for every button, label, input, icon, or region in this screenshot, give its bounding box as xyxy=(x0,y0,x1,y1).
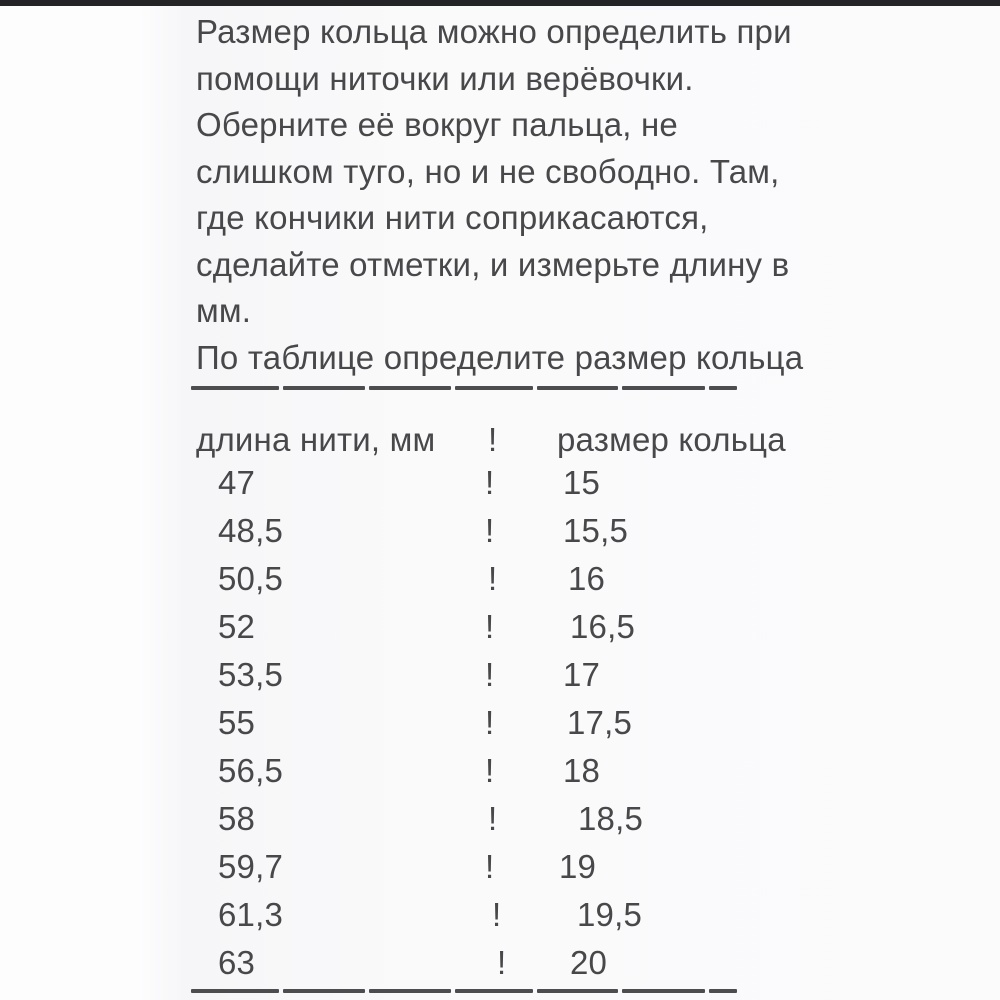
instruction-line: сделайте отметки, и измерьте длину в xyxy=(196,245,790,283)
separator-mark: ! xyxy=(488,421,498,458)
dash-segment xyxy=(369,386,451,390)
dash-segment xyxy=(455,386,533,390)
ring-size-cell: 15,5 xyxy=(563,512,629,549)
table-row xyxy=(0,939,1000,987)
dash-segment xyxy=(455,989,533,993)
separator-mark: ! xyxy=(485,656,495,693)
instruction-line: Оберните её вокруг пальца, не xyxy=(196,106,678,143)
thread-length-cell: 61,3 xyxy=(218,896,284,933)
size-table-body xyxy=(0,459,1000,987)
separator-mark: ! xyxy=(485,704,495,741)
table-row xyxy=(0,603,1000,651)
separator-mark: ! xyxy=(485,752,495,789)
table-row xyxy=(0,507,1000,555)
dash-segment xyxy=(191,386,279,390)
ring-size-cell: 16 xyxy=(568,560,606,597)
dash-segment xyxy=(709,386,737,390)
ring-size-header: размер кольца xyxy=(557,421,786,458)
top-border-bar xyxy=(0,0,1000,6)
table-row xyxy=(0,459,1000,507)
ring-size-cell: 15 xyxy=(563,464,601,501)
thread-length-cell: 58 xyxy=(218,800,256,837)
table-row xyxy=(0,699,1000,747)
thread-length-cell: 50,5 xyxy=(218,560,284,597)
thread-length-header: длина нити, мм xyxy=(196,421,436,458)
dash-segment xyxy=(622,989,705,993)
instruction-line: где кончики нити соприкасаются, xyxy=(196,199,709,236)
thread-length-cell: 59,7 xyxy=(218,848,284,885)
instruction-line: Размер кольца можно определить при xyxy=(196,13,792,50)
instructions-paragraph xyxy=(196,9,803,381)
separator-mark: ! xyxy=(485,848,495,885)
instruction-line: помощи ниточки или верёвочки. xyxy=(196,59,694,97)
separator-mark: ! xyxy=(488,800,498,837)
ring-size-cell: 18 xyxy=(563,752,601,789)
ring-size-cell: 16,5 xyxy=(570,608,636,645)
instruction-line: слишком туго, но и не свободно. Там, xyxy=(196,152,780,190)
ring-size-cell: 20 xyxy=(570,944,608,981)
separator-mark: ! xyxy=(497,944,507,981)
table-row xyxy=(0,747,1000,795)
table-row xyxy=(0,651,1000,699)
separator-mark: ! xyxy=(492,896,502,933)
size-table-header xyxy=(0,421,1000,461)
ring-size-cell: 19 xyxy=(559,848,597,885)
ring-size-cell: 18,5 xyxy=(578,800,644,837)
thread-length-cell: 56,5 xyxy=(218,752,284,789)
thread-length-cell: 48,5 xyxy=(218,512,284,549)
table-row xyxy=(0,891,1000,939)
thread-length-cell: 52 xyxy=(218,608,256,645)
separator-mark: ! xyxy=(488,560,498,597)
dash-segment xyxy=(191,989,279,993)
separator-mark: ! xyxy=(485,608,495,645)
instruction-line: По таблице определите размер кольца xyxy=(196,338,804,376)
table-row xyxy=(0,555,1000,603)
dash-segment xyxy=(369,989,451,993)
dash-segment xyxy=(537,989,618,993)
dash-segment xyxy=(709,989,737,993)
dash-segment xyxy=(622,386,705,390)
dash-segment xyxy=(283,989,365,993)
thread-length-cell: 63 xyxy=(218,944,256,981)
instruction-line: мм. xyxy=(196,292,252,329)
thread-length-cell: 47 xyxy=(218,464,256,501)
dashed-divider-bottom xyxy=(191,989,737,993)
dash-segment xyxy=(283,386,365,390)
ring-size-cell: 19,5 xyxy=(577,896,643,933)
separator-mark: ! xyxy=(485,464,495,501)
separator-mark: ! xyxy=(485,512,495,549)
table-row xyxy=(0,795,1000,843)
thread-length-cell: 53,5 xyxy=(218,656,284,693)
dashed-divider-top xyxy=(191,386,737,390)
dash-segment xyxy=(537,386,618,390)
thread-length-cell: 55 xyxy=(218,704,256,741)
ring-size-cell: 17,5 xyxy=(567,704,633,741)
ring-size-cell: 17 xyxy=(563,656,601,693)
table-row xyxy=(0,843,1000,891)
